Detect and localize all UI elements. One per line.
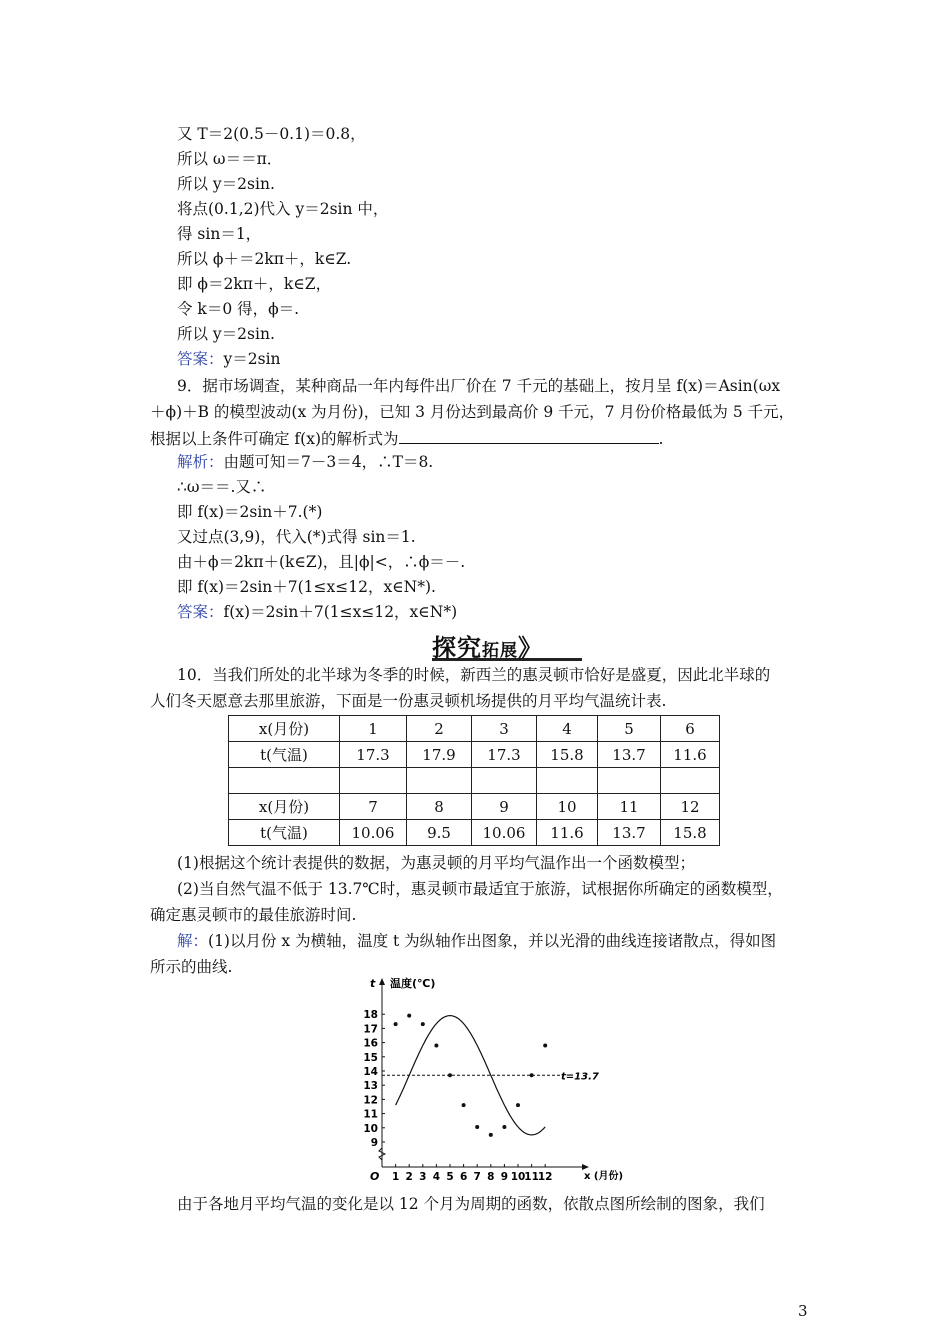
question-2-cont: 确定惠灵顿市的最佳旅游时间. (150, 906, 357, 924)
y-axis-variable: t (370, 977, 376, 990)
solution-9-line: 又过点(3,9)，代入(*)式得 sin＝1. (177, 528, 416, 546)
x-tick-label: 12 (537, 1171, 553, 1183)
solution-10-line2: 所示的曲线. (150, 958, 233, 976)
derivation-line: 所以 y＝2sin. (177, 325, 275, 343)
derivation-line: 得 sin＝1， (177, 225, 262, 243)
data-point (407, 1014, 411, 1018)
solution-label: 解析： (177, 453, 224, 471)
table-cell (340, 768, 407, 794)
x-axis-arrow-icon (582, 1164, 589, 1170)
solution-9-line: 即 f(x)＝2sin＋7.(*) (177, 503, 323, 521)
problem-9-line1: 9．据市场调查，某种商品一年内每件出厂价在 7 千元的基础上，按月呈 f(x)＝Asin(ωx (177, 377, 781, 395)
data-point (434, 1043, 438, 1047)
x-tick-label: 7 (473, 1171, 481, 1183)
table-cell: 11.6 (661, 742, 720, 768)
y-tick-label: 9 (370, 1137, 378, 1149)
derivation-line: 即 ϕ＝2kπ＋，k∈Z， (177, 275, 332, 293)
table-cell (407, 768, 472, 794)
table-cell: 10.06 (472, 820, 537, 846)
table-cell: 7 (340, 794, 407, 820)
table-header: t(气温) (229, 742, 340, 768)
y-axis-arrow-icon (379, 978, 385, 985)
answer-label: 答案： (177, 603, 224, 621)
table-cell: 2 (407, 716, 472, 742)
derivation-line: 所以 y＝2sin. (177, 175, 275, 193)
data-point (448, 1073, 452, 1077)
problem-9-period: . (658, 430, 664, 448)
x-axis-label: x (月份) (584, 1171, 624, 1182)
temperature-table (228, 715, 720, 846)
y-tick-label: 16 (363, 1037, 378, 1050)
data-point (502, 1125, 506, 1129)
table-row (229, 716, 720, 742)
table-cell: 17.3 (340, 742, 407, 768)
solution-9-line: ∴ω＝＝.又∴ (177, 478, 267, 496)
y-tick-label: 12 (363, 1094, 378, 1107)
derivation-line: 所以 ϕ＋＝2kπ＋，k∈Z. (177, 250, 352, 268)
x-tick-label: 4 (432, 1171, 441, 1183)
origin-label: O (370, 1170, 380, 1183)
question-1: (1)根据这个统计表提供的数据，为惠灵顿的月平均气温作出一个函数模型； (177, 854, 695, 872)
table-header: x(月份) (229, 794, 340, 820)
x-tick-label: 11 (524, 1171, 539, 1183)
table-cell: 15.8 (537, 742, 598, 768)
table-cell: 15.8 (661, 820, 720, 846)
answer-blank (399, 427, 659, 444)
derivation-line: 令 k＝0 得，ϕ＝. (177, 300, 300, 318)
table-cell: 10.06 (340, 820, 407, 846)
table-cell (472, 768, 537, 794)
table-row (229, 794, 720, 820)
data-point (516, 1103, 520, 1107)
data-point (475, 1125, 479, 1129)
y-tick-label: 13 (363, 1080, 378, 1093)
table-cell (229, 768, 340, 794)
section-banner (432, 628, 582, 661)
table-cell: 13.7 (598, 742, 661, 768)
problem-10-line2: 人们冬天愿意去那里旅游，下面是一份惠灵顿机场提供的月平均气温统计表. (150, 692, 667, 710)
table-cell: 8 (407, 794, 472, 820)
solution-label: 解： (177, 932, 209, 950)
solution-text: 由题可知＝7－3＝4，∴T＝8. (223, 453, 434, 471)
table-cell: 11 (598, 794, 661, 820)
table-row (229, 742, 720, 768)
y-tick-label: 15 (363, 1051, 378, 1064)
answer-8 (177, 348, 281, 370)
data-point (530, 1073, 534, 1077)
banner-subtitle: 拓展 (482, 641, 518, 661)
y-axis-label: 温度(℃) (390, 977, 436, 990)
table-cell: 13.7 (598, 820, 661, 846)
x-tick-label: 9 (500, 1171, 509, 1183)
data-point (394, 1022, 398, 1026)
y-tick-label: 11 (363, 1108, 378, 1121)
table-cell: 17.3 (472, 742, 537, 768)
answer-text: y＝2sin (223, 350, 281, 368)
derivation-line: 所以 ω＝＝π． (177, 150, 283, 168)
data-point (421, 1022, 425, 1026)
data-point (543, 1043, 547, 1047)
question-2: (2)当自然气温不低于 13.7℃时，惠灵顿市最适宜于旅游，试根据你所确定的函数模型， (177, 880, 783, 898)
table-cell: 5 (598, 716, 661, 742)
derivation-line: 又 T＝2(0.5－0.1)＝0.8， (177, 125, 366, 143)
table-cell: 10 (537, 794, 598, 820)
table-cell: 11.6 (537, 820, 598, 846)
y-tick-label: 18 (363, 1009, 378, 1022)
solution-text: (1)以月份 x 为横轴，温度 t 为纵轴作出图象，并以光滑的曲线连接诸散点，得如图 (208, 932, 777, 950)
x-tick-label: 6 (459, 1171, 468, 1183)
problem-9-line3 (150, 427, 663, 450)
table-cell: 17.9 (407, 742, 472, 768)
banner-chevron-icon: 》 (518, 633, 543, 662)
data-point (489, 1133, 493, 1137)
table-cell: 9 (472, 794, 537, 820)
closing-line: 由于各地月平均气温的变化是以 12 个月为周期的函数，依散点图所绘制的图象，我们 (177, 1195, 765, 1213)
solution-9-line: 由＋ϕ＝2kπ＋(k∈Z)，且|ϕ|<，∴ϕ＝－. (177, 553, 466, 571)
answer-text: f(x)＝2sin＋7(1≤x≤12，x∈N*) (223, 603, 458, 621)
table-cell: 9.5 (407, 820, 472, 846)
problem-9-prompt: 根据以上条件可确定 f(x)的解析式为 (150, 430, 399, 448)
answer-9 (177, 601, 457, 623)
page-number: 3 (798, 1302, 808, 1320)
x-tick-label: 8 (487, 1171, 495, 1183)
problem-10-line1: 10．当我们所处的北半球为冬季的时候，新西兰的惠灵顿市恰好是盛夏，因此北半球的 (177, 666, 771, 684)
table-header: t(气温) (229, 820, 340, 846)
x-tick-label: 2 (405, 1171, 413, 1183)
table-header: x(月份) (229, 716, 340, 742)
table-cell (598, 768, 661, 794)
derivation-line: 将点(0.1,2)代入 y＝2sin 中， (177, 200, 389, 218)
temperature-chart (360, 975, 630, 1190)
solution-9-line: 即 f(x)＝2sin＋7(1≤x≤12，x∈N*). (177, 578, 436, 596)
table-cell (661, 768, 720, 794)
x-tick-label: 10 (510, 1171, 526, 1183)
x-tick-label: 5 (446, 1171, 454, 1183)
reference-line-label: t=13.7 (561, 1071, 599, 1083)
table-cell: 3 (472, 716, 537, 742)
y-tick-label: 14 (363, 1066, 378, 1078)
table-cell (537, 768, 598, 794)
problem-9-line2: ＋ϕ)＋B 的模型波动(x 为月份)，已知 3 月份达到最高价 9 千元，7 月份价格最低为 5 千元， (150, 403, 795, 421)
solution-10-line1 (177, 930, 776, 952)
answer-label: 答案： (177, 350, 224, 368)
table-cell: 4 (537, 716, 598, 742)
table-row (229, 820, 720, 846)
y-tick-label: 10 (363, 1122, 378, 1135)
solution-9-first (177, 451, 433, 473)
table-cell: 6 (661, 716, 720, 742)
banner-title: 探究 (432, 633, 482, 662)
y-tick-label: 17 (363, 1023, 378, 1036)
data-point (462, 1103, 466, 1107)
table-cell: 12 (661, 794, 720, 820)
table-row-empty (229, 768, 720, 794)
x-tick-label: 1 (391, 1171, 400, 1183)
x-tick-label: 3 (419, 1171, 427, 1183)
table-cell: 1 (340, 716, 407, 742)
